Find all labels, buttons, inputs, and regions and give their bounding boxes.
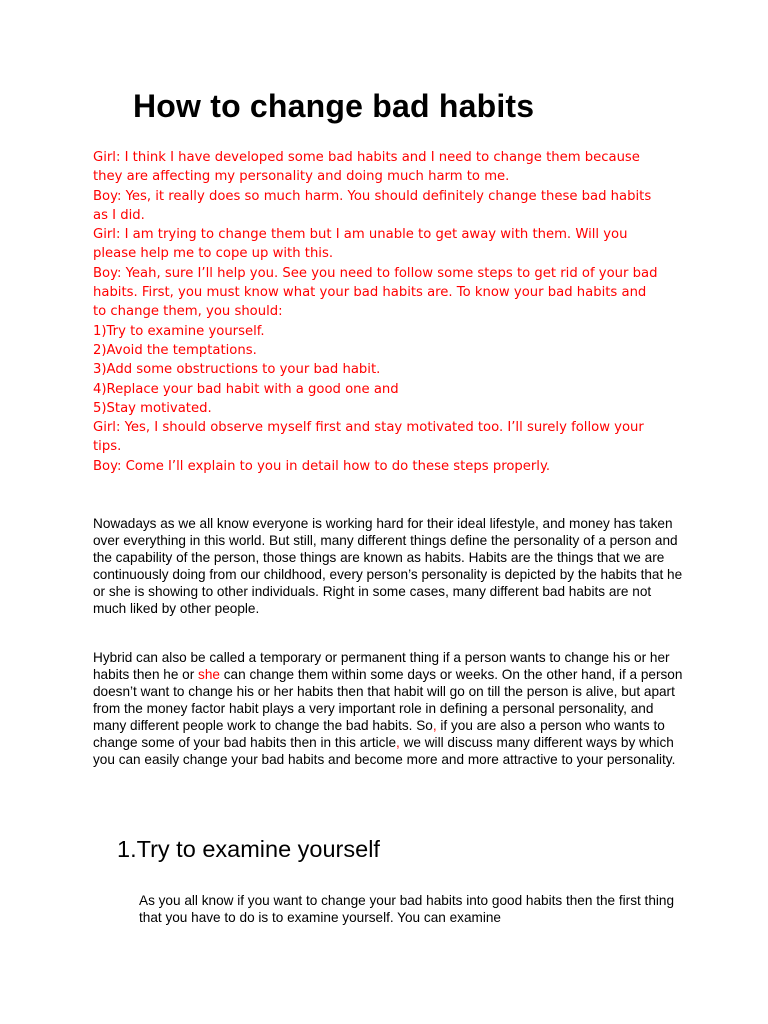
dialogue-line: to change them, you should: (93, 304, 283, 320)
highlighted-comma: , (432, 718, 437, 733)
paragraph-text: Hybrid can also be called a temporary or permanent thing if a person wants to change his or her habits then he or (93, 650, 670, 682)
hybrid-paragraph (93, 649, 683, 768)
paragraph-text: can change them within some days or weeks. On the other hand, if a person doesn’t want to change his or her habits then that habit will go on till the person is alive, but apart from the money factor habit plays a very important role in defining a personal personality, and many different people work to change the bad habits. So (93, 667, 683, 733)
highlighted-word: she (198, 667, 220, 682)
dialogue-line: 5)Stay motivated. (93, 400, 212, 416)
dialogue-line: 3)Add some obstructions to your bad habit. (93, 362, 381, 378)
dialogue-line: 1)Try to examine yourself. (93, 323, 265, 339)
dialogue-line: Girl: Yes, I should observe myself first and stay motivated too. I’ll surely follow your (93, 420, 644, 436)
dialogue-line: 4)Replace your bad habit with a good one and (93, 381, 399, 397)
dialogue-line: please help me to cope up with this. (93, 246, 334, 262)
dialogue-line: Boy: Yes, it really does so much harm. You should definitely change these bad habits (93, 188, 652, 204)
dialogue-line: 2)Avoid the temptations. (93, 342, 257, 358)
dialogue-block (93, 148, 693, 476)
document-title: How to change bad habits (133, 88, 535, 124)
dialogue-line: Girl: I am trying to change them but I am unable to get away with them. Will you (93, 227, 628, 243)
dialogue-line: tips. (93, 439, 122, 455)
dialogue-line: Boy: Yeah, sure I’ll help you. See you need to follow some steps to get rid of your bad (93, 265, 658, 281)
dialogue-line: Girl: I think I have developed some bad habits and I need to change them because (93, 150, 640, 165)
dialogue-line: Boy: Come I’ll explain to you in detail how to do these steps properly. (93, 458, 551, 474)
paragraph-text: we will discuss many different ways by which you can easily change your bad habits and become more and more attractive to your personality. (93, 735, 676, 767)
section-heading: 1.Try to examine yourself (117, 836, 380, 862)
highlighted-comma: , (396, 735, 400, 750)
paragraph-text: if you are also a person who wants to change some of your bad habits then in this article (93, 718, 665, 750)
intro-paragraph: Nowadays as we all know everyone is working hard for their ideal lifestyle, and money has taken over everything in this world. But still, many different things define the personality of a person and the capability of the person, those things are known as habits. Habits are the things that we are continuously doing from our childhood, every person’s personality is depicted by the habits that he or she is showing to other individuals. Right in some cases, many different bad habits are not much liked by other people. (93, 516, 683, 616)
dialogue-line: habits. First, you must know what your bad habits are. To know your bad habits and (93, 285, 647, 301)
dialogue-line: as I did. (93, 207, 145, 223)
dialogue-line: they are affecting my personality and doing much harm to me. (93, 169, 510, 185)
section-paragraph: As you all know if you want to change your bad habits into good habits then the first thing that you have to do is to examine yourself. You can examine (139, 893, 675, 925)
